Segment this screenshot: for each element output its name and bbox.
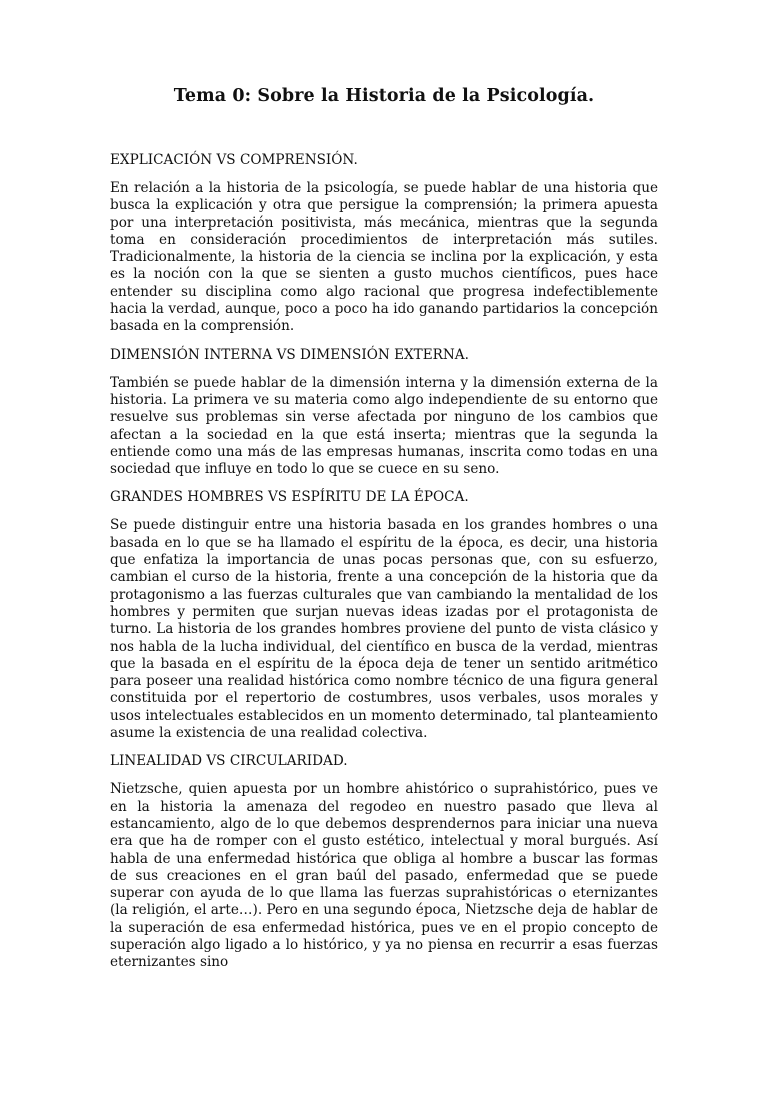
section-text-linealidad: Nietzsche, quien apuesta por un hombre ahistórico o suprahistórico, pues ve en la historia la amenaza del regodeo en nuestro pasado que lleva al estancamiento, algo de lo que debemos desprendernos para iniciar una nueva era que ha de romper con el gusto estético, intelectual y moral burgués. Así habla de una enfermedad histórica que obliga al hombre a buscar las formas de sus creaciones en el gran baúl del pasado, enfermedad que se puede superar con ayuda de lo que llama las fuerzas suprahistóricas o eternizantes (la religión, el arte…). Pero en una segundo época, Nietzsche deja de hablar de la superación de esa enfermedad histórica, pues ve en el propio concepto de superación algo ligado a lo histórico, y ya no piensa en recurrir a esas fuerzas eternizantes sino <box>110 781 658 971</box>
section-text-grandes-hombres: Se puede distinguir entre una historia basada en los grandes hombres o una basada en lo que se ha llamado el espíritu de la época, es decir, una historia que enfatiza la importancia de unas pocas personas que, con su esfuerzo, cambian el curso de la historia, frente a una concepción de la historia que da protagonismo a las fuerzas culturales que van cambiando la mentalidad de los hombres y permiten que surjan nuevas ideas izadas por el protagonista de turno. La historia de los grandes hombres proviene del punto de vista clásico y nos habla de la lucha individual, del científico en busca de la verdad, mientras que la basada en el espíritu de la época deja de tener un sentido aritmético para poseer una realidad histórica como nombre técnico de una figura general constituida por el repertorio de costumbres, usos verbales, usos morales y usos intelectuales establecidos en un momento determinado, tal planteamiento asume la existencia de una realidad colectiva. <box>110 517 658 742</box>
document-body <box>110 152 658 972</box>
section-heading-linealidad: LINEALIDAD VS CIRCULARIDAD. <box>110 753 348 770</box>
section-heading-dimension: DIMENSIÓN INTERNA VS DIMENSIÓN EXTERNA. <box>110 346 469 363</box>
document-page <box>0 86 768 1110</box>
section-heading-grandes-hombres: GRANDES HOMBRES VS ESPÍRITU DE LA ÉPOCA. <box>110 489 469 506</box>
document-title: Tema 0: Sobre la Historia de la Psicología. <box>173 86 595 106</box>
section-text-explicacion: En relación a la historia de la psicología, se puede hablar de una historia que busca la explicación y otra que persigue la comprensión; la primera apuesta por una interpretación positivista, más mecánica, mientras que la segunda toma en consideración procedimientos de interpretación más sutiles. Tradicionalmente, la historia de la ciencia se inclina por la explicación, y esta es la noción con la que se sienten a gusto muchos científicos, pues hace entender su disciplina como algo racional que progresa indefectiblemente hacia la verdad, aunque, poco a poco ha ido ganando partidarios la concepción basada en la comprensión. <box>110 180 658 335</box>
section-heading-explicacion: EXPLICACIÓN VS COMPRENSIÓN. <box>110 152 358 168</box>
section-text-dimension: También se puede hablar de la dimensión interna y la dimensión externa de la historia. La primera ve su materia como algo independiente de su entorno que resuelve sus problemas sin verse afectada por ninguno de los cambios que afectan a la sociedad en la que está inserta; mientras que la segunda la entiende como una más de las empresas humanas, inscrita como todas en una sociedad que influye en todo lo que se cuece en su seno. <box>110 374 658 478</box>
